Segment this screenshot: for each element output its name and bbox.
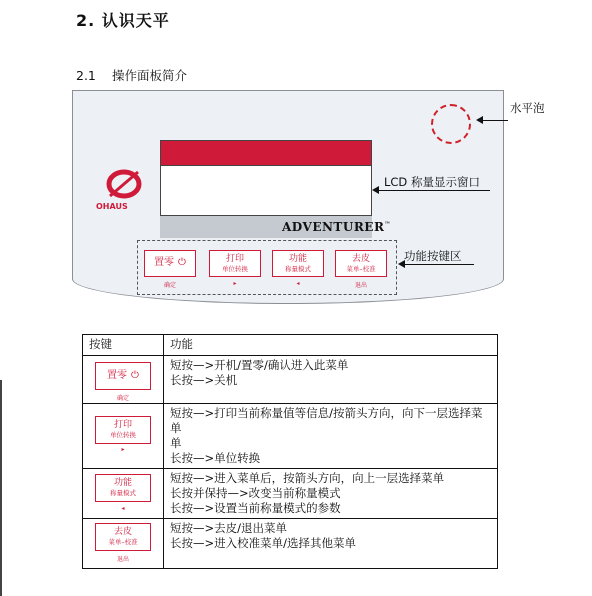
print-key-sublabel: ▸ xyxy=(233,280,237,287)
function-cell xyxy=(164,356,498,404)
function-key-sublabel: ◂ xyxy=(296,280,300,287)
key-cell xyxy=(83,356,164,404)
function-line: 长按—>单位转换 xyxy=(170,451,261,465)
function-line: 长按—>设置当前称量模式的参数 xyxy=(170,501,341,515)
subsection-title: 操作面板简介 xyxy=(112,68,188,83)
table-row xyxy=(83,469,498,519)
zero-key-sublabel: 确定 xyxy=(163,282,176,289)
function-cell xyxy=(164,469,498,519)
key-function-table xyxy=(82,334,498,569)
tare-key[interactable]: 去皮 菜单–校准 xyxy=(95,523,151,551)
print-key[interactable]: 打印 单位转换 xyxy=(95,416,151,444)
table-row xyxy=(83,404,498,469)
section-title: 2. 认识天平 xyxy=(76,11,170,30)
arrow-left-icon xyxy=(476,116,483,124)
callout-level-line xyxy=(482,120,508,121)
key-sublabel: ▸ xyxy=(121,446,125,453)
brand-name: ADVENTURER™ xyxy=(282,220,391,234)
function-line: 短按—>进入菜单后，按箭头方向，向上一层选择菜单 xyxy=(170,471,445,485)
function-line: 长按—>关机 xyxy=(170,373,238,387)
function-line: 单 xyxy=(170,436,182,450)
function-cell xyxy=(164,404,498,469)
key-sublabel: 退出 xyxy=(116,556,129,563)
subsection-number: 2.1 xyxy=(76,68,96,83)
power-icon: ⏻ xyxy=(131,370,139,381)
table-row xyxy=(83,519,498,569)
key-cell xyxy=(83,519,164,569)
key-cell xyxy=(83,469,164,519)
print-key[interactable]: 打印 单位转换 xyxy=(209,250,261,277)
function-line: 长按并保持—>改变当前称量模式 xyxy=(170,486,341,500)
zero-key[interactable]: 置零 ⏻ xyxy=(95,362,151,390)
key-cell xyxy=(83,404,164,469)
function-key[interactable]: 功能 称量模式 xyxy=(272,250,324,277)
key-sublabel: 确定 xyxy=(116,395,129,402)
callout-level: 水平泡 xyxy=(510,101,545,115)
arrow-left-icon xyxy=(398,260,405,268)
callout-keys: 功能按键区 xyxy=(404,249,462,263)
function-key[interactable]: 功能 称量模式 xyxy=(95,474,151,502)
function-line: 长按—>进入校准菜单/选择其他菜单 xyxy=(170,536,357,550)
subsection-heading xyxy=(76,66,187,84)
tare-key[interactable]: 去皮 菜单–校准 xyxy=(335,250,387,277)
callout-lcd-line xyxy=(378,190,490,191)
level-bubble-icon xyxy=(431,104,471,144)
function-line: 短按—>开机/置零/确认进入此菜单 xyxy=(170,358,349,372)
power-icon: ⏻ xyxy=(178,257,186,268)
tare-key-sublabel: 退出 xyxy=(354,282,367,289)
logo-text: OHAUS xyxy=(96,202,128,211)
table-row xyxy=(83,356,498,404)
zero-key[interactable]: 置零 ⏻ xyxy=(144,250,196,277)
key-sublabel: ◂ xyxy=(121,505,125,512)
callout-lcd: LCD 称量显示窗口 xyxy=(384,175,480,189)
function-line: 短按—>去皮/退出菜单 xyxy=(170,521,288,535)
header-function: 功能 xyxy=(164,335,498,356)
lcd-top-bar xyxy=(161,141,371,166)
table-header-row xyxy=(83,335,498,356)
function-cell xyxy=(164,519,498,569)
callout-keys-line xyxy=(404,264,474,265)
arrow-left-icon xyxy=(372,186,379,194)
page-edge-rule xyxy=(0,380,2,596)
function-line: 短按—>打印当前称量值等信息/按箭头方向，向下一层选择菜单 xyxy=(170,406,483,435)
lcd-display-window xyxy=(160,140,372,216)
header-key: 按键 xyxy=(83,335,164,356)
